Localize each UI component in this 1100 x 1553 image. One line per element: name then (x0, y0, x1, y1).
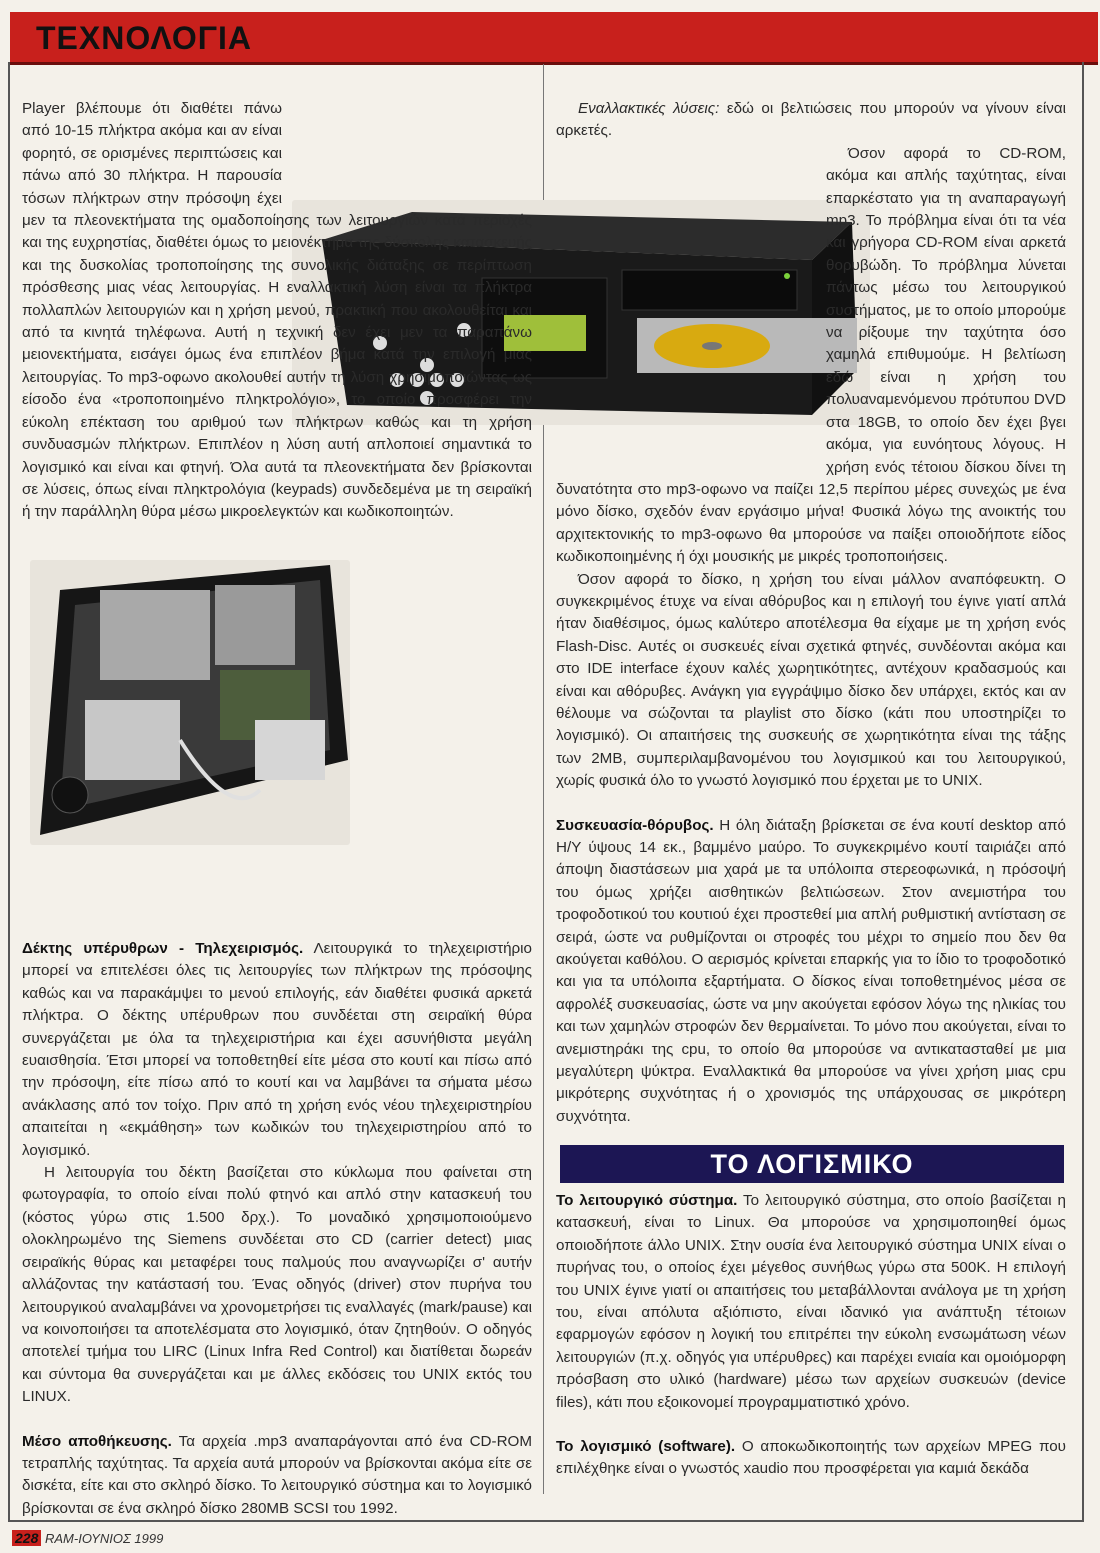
receiver-circuit-paragraph: Η λειτουργία του δέκτη βασίζεται στο κύκλωμα που φαίνεται στη φωτογραφία, το οποίο είναι πολύ φτηνό και απλό στην κατασκευή του (κόστος γύρω στις 1.500 δρχ.). Το μοναδικό χρησιμοποιούμενο ολοκληρωμένο της Siemens συνδέεται στο CD (carrier detect) μιας σειραϊκής θύρας και μεταφέρει τους παλμούς που αναγνωρίζει σ' αυτήν αλλάζοντας την κατάστασή του. Ένας οδηγός (driver) στον πυρήνα του λειτουργικού αναλαμβάνει να χρονομετρήσει τις εναλλαγές (mark/pause) και να κοινοποιήσει τα αποτελέσματα στο λογισμικό, όταν ζητηθούν. Ο οδηγός αποτελεί τμήμα του LIRC (Linux Infra Red Control) και διατίθεται δωρεάν και σύντομα θα συνεργάζεται και με άλλες εκδόσεις του UNIX εκτός του LINUX. (22, 1164, 532, 1406)
software-paragraph: Ο αποκωδικοποιητής των αρχείων MPEG που επιλέχθηκε είναι ο γνωστός xaudio που προσφέρεται για καμιά δεκάδα (556, 1438, 1066, 1478)
packaging-paragraph: Η όλη διάταξη βρίσκεται σε ένα κουτί desktop από Η/Υ ύψους 14 εκ., βαμμένο μαύρο. Το συγκεκριμένο κουτί ταιριάζει από άποψη διαστάσεων μια χαρά με τα υπόλοιπα στερεοφωνικά, η πρόσοψή του όμως χρήζει αισθητικών βελτιώσεων. Στον ανεμιστήρα του τροφοδοτικού του κουτιού έχει προστεθεί μια απλή ρυθμιστική αντίσταση σε σειρά, ώστε να ρυθμίζονται οι στροφές του μέχρι το σημείο που δεν θα ακούγεται καθόλου. Ο αερισμός κρίνεται επαρκής για το ίδιο το τροφοδοτικό και για τα υπόλοιπα εξαρτήματα. Ο δίσκος είναι τοποθετημένος μέσα σε αφρολέξ συσκευασίας, ώστε να μην ακούγεται εφόσον λόγω της ηλικίας του και των χαμηλών στροφών δεν θερμαίνεται. Το μόνο που ακούγεται, είναι το ανεμιστηράκι της cpu, το οποίο θα μπορούσε να αντικατασταθεί με μια μεγαλύτερη ψύκτρα. Εναλλακτικά θα μπορούσε να γίνει χρήση μιας cpu μικρότερης συχνότητας ή ο χρονισμός της υπάρχουσας σε μικρότερη συχνότητα. (556, 816, 1066, 1125)
left-column-lower (22, 938, 532, 1520)
case-interior-photo (30, 560, 350, 845)
section-header (10, 12, 1098, 65)
ir-receiver-heading: Δέκτης υπέρυθρων - Τηλεχειρισμός. (22, 940, 304, 957)
storage-paragraph: Τα αρχεία .mp3 αναπαράγονται από ένα CD-ROM τετραπλής ταχύτητας. Τα αρχεία αυτά μπορούν να βρίσκονται ακόμα είτε σε δισκέτα, είτε και στο σκληρό δίσκο. Το λειτουργικό σύστημα και το λογισμικό βρίσκονται σε ένα σκληρό δίσκο 280MB SCSI του 1992. (22, 1432, 533, 1517)
alternatives-paragraph: εδώ οι βελτιώσεις που μπορούν να γίνουν είναι αρκετές. (556, 100, 1067, 140)
page-number: 228 (12, 1530, 41, 1546)
page-footer (12, 1530, 163, 1546)
software-banner-title: ΤΟ ΛΟΓΙΣΜΙΚΟ (710, 1149, 914, 1179)
cdrom-paragraph: Όσον αφορά το CD-ROM, ακόμα και απλής ταχύτητας, είναι επαρκέστατο για τη αναπαραγωγή mp3. Το πρόβλημα είναι ότι τα νέα και γρήγορα CD-ROM είναι αρκετά θορυβώδη. Το πρόβλημα λύνεται πάντως μέσω του λειτουργικού συστήματος, με το οποίο μπορούμε να ρίξουμε την ταχύτητα όσο χαμηλά επιθυμούμε. Η βελτίωση εδώ είναι η χρήση του πολυαναμενόμενου πρότυπου DVD στα 18GB, το οποίο δεν έχει βγει ακόμα, για ευνόητους λόγους. Η χρήση ενός τέτοιου δίσκου δίνει τη δυνατότητα στο mp3-οφωνο να παίζει 12,5 περίπου μέρες συνεχώς με ένα μόνο δίσκο, σχεδόν έναν εργάσιμο μήνα! Φυσικά λόγω της ανοικτής του αρχιτεκτονικής το mp3-οφωνο θα μπορούσε να παίξει οποιοδήποτε είδος κωδικοποιημένης ή όχι μουσικής με μικρές τροποποιήσεις. (556, 144, 1066, 566)
right-column-lower (556, 1190, 1066, 1481)
ir-receiver-paragraph: Λειτουργικά το τηλεχειριστήριο μπορεί να επιτελέσει όλες τις λειτουργίες των πλήκτρων της πρόσοψης καθώς και να παρακάμψει το μενού επιλογής, εάν διαθέτει φυσικά αρκετά πλήκτρα. Ο δέκτης υπέρυθρων που συνδέεται στη σειραϊκή θύρα συνεργάζεται με όλα τα τηλεχειριστήρια και έχει ασυνήθιστα μεγάλη ευαισθησία. Έτσι μπορεί να τοποθετηθεί είτε μέσα στο κουτί και πίσω από την πρόσοψη, είτε πίσω από το κουτί και να λαμβάνει τα σήματα μέσω ανάκλασης από τον τοίχο. Πριν από τη χρήση ενός νέου τηλεχειριστηρίου απαιτείται η «εκμάθηση» των κωδικών του τηλεχειριστηρίου από το λογισμικό. (22, 940, 532, 1159)
software-banner (560, 1145, 1064, 1183)
wrap-spacer-1 (282, 98, 532, 190)
intro-paragraph: Player βλέπουμε ότι διαθέτει πάνω από 10-15 πλήκτρα ακόμα και αν είναι φορητό, σε ορισμένες περιπτώσεις και πάνω από 30 πλήκτρα. Η παρουσία τόσων πλήκτρων στην πρόσοψη έχει μεν τα πλεονεκτήματα της ομαδοποίησης των λειτουργιών κατά περιοχές και της ευχρηστίας, διαθέτει όμως το μειονέκτημα της δύσκολης κατασκευής και της δυσκολίας τροποποίησης της συνολικής διάταξης σε περίπτωση πρόσθεσης μιας νέας λειτουργίας. Η εναλλακτική λύση είναι τα πλήκτρα πολλαπλών λειτουργιών και η χρήση μενού, πρακτική που ακολουθείται και από τα κινητά τηλέφωνα. Αυτή η τεχνική δεν έχει μεν τα παραπάνω μειονεκτήματα, εισάγει όμως ένα επιπλέον βήμα κατά την επιλογή μιας λειτουργίας. Το mp3-οφωνο ακολουθεί αυτήν τη λύση χρησιμοποιώντας ως είσοδο ένα «τροποποιημένο πληκτρολόγιο», το οποίο προσφέρει την εύκολη επέκταση του αριθμού των πλήκτρων καθώς και τη χρήση συνδυασμών πλήκτρων. Επιπλέον η λύση αυτή απλοποιεί σημαντικά το λογισμικό και είναι και φτηνή. Όλα αυτά τα πλεονεκτήματα δεν βρίσκονται σε λύσεις, όπως είναι πληκτρολόγια (keypads) συνδεδεμένα με τη σειραϊκή ή την παράλληλη θύρα μέσω μικροελεγκτών και κωδικοποιητών. (22, 100, 532, 521)
right-column (556, 98, 1066, 1128)
os-heading: Το λειτουργικό σύστημα. (556, 1192, 738, 1209)
software-heading: Το λογισμικό (software). (556, 1438, 736, 1456)
packaging-heading: Συσκευασία-θόρυβος. (556, 816, 714, 834)
left-column (22, 98, 532, 524)
storage-heading: Μέσο αποθήκευσης. (22, 1432, 172, 1450)
disk-paragraph: Όσον αφορά το δίσκο, η χρήση του είναι μάλλον αναπόφευκτη. Ο συγκεκριμένος έτυχε να είναι αθόρυβος και η επιλογή του έγινε γιατί απλά ήταν διαθέσιμος, όμως καλύτερο αποτέλεσμα θα είχαμε με τη χρήση ενός Flash-Disc. Αυτές οι συσκευές είναι σχετικά φτηνές, συνδέονται ακόμα και στο IDE interface έχουν καλές χωρητικότητες, αντέχουν κραδασμούς και είναι και αθόρυβες. Ανάγκη για εγγράψιμο δίσκο δεν υπάρχει, εκτός και αν θέλουμε να σώζονται τα playlist στο δίσκο (κάτι που υποστηρίζει το λογισμικό). Οι απαιτήσεις της συσκευής σε χωρητικότητα είναι της τάξης των 2MB, συμπεριλαμβανομένου του λογισμικού και του λειτουργικού, χωρίς φυσικά όλο το γνωστό λογισμικό που έρχεται με το UNIX. (556, 570, 1066, 790)
wrap-spacer-2 (556, 143, 826, 473)
os-paragraph: Το λειτουργικό σύστημα, στο οποίο βασίζεται η κατασκευή, είναι το Linux. Θα μπορούσε να χρησιμοποιηθεί όμως οποιοδήποτε άλλο UNIX. Στην ουσία ένα λειτουργικό σύστημα UNIX είναι ο πυρήνας του, ο οποίος έχει μέγεθος συνήθως γύρω στα 500K. Η επιλογή του UNIX έγινε γιατί οι απαιτήσεις του μεταβάλλονται ανάλογα με τη χρήση του, είναι απόλυτα αξιόπιστο, είναι ιδανικό για ανάπτυξη τέτοιων εφαρμογών εφόσον η λογική του επιτρέπει την εύκολη ενσωμάτωση νέων λειτουργιών (π.χ. οδηγός για υπέρυθρες) και παρέχει ενιαία και ομοιόμορφη πρόσβαση στο υλικό (hardware) μέσω των αρχείων συσκευών (device files), κάτι που εξοικονομεί προγραμματιστικό χρόνο. (556, 1192, 1066, 1411)
section-title: ΤΕΧΝΟΛΟΓΙΑ (36, 20, 252, 56)
issue-label: RAM-ΙΟΥΝΙΟΣ 1999 (44, 1531, 164, 1546)
alternatives-heading: Εναλλακτικές λύσεις: (578, 100, 720, 117)
